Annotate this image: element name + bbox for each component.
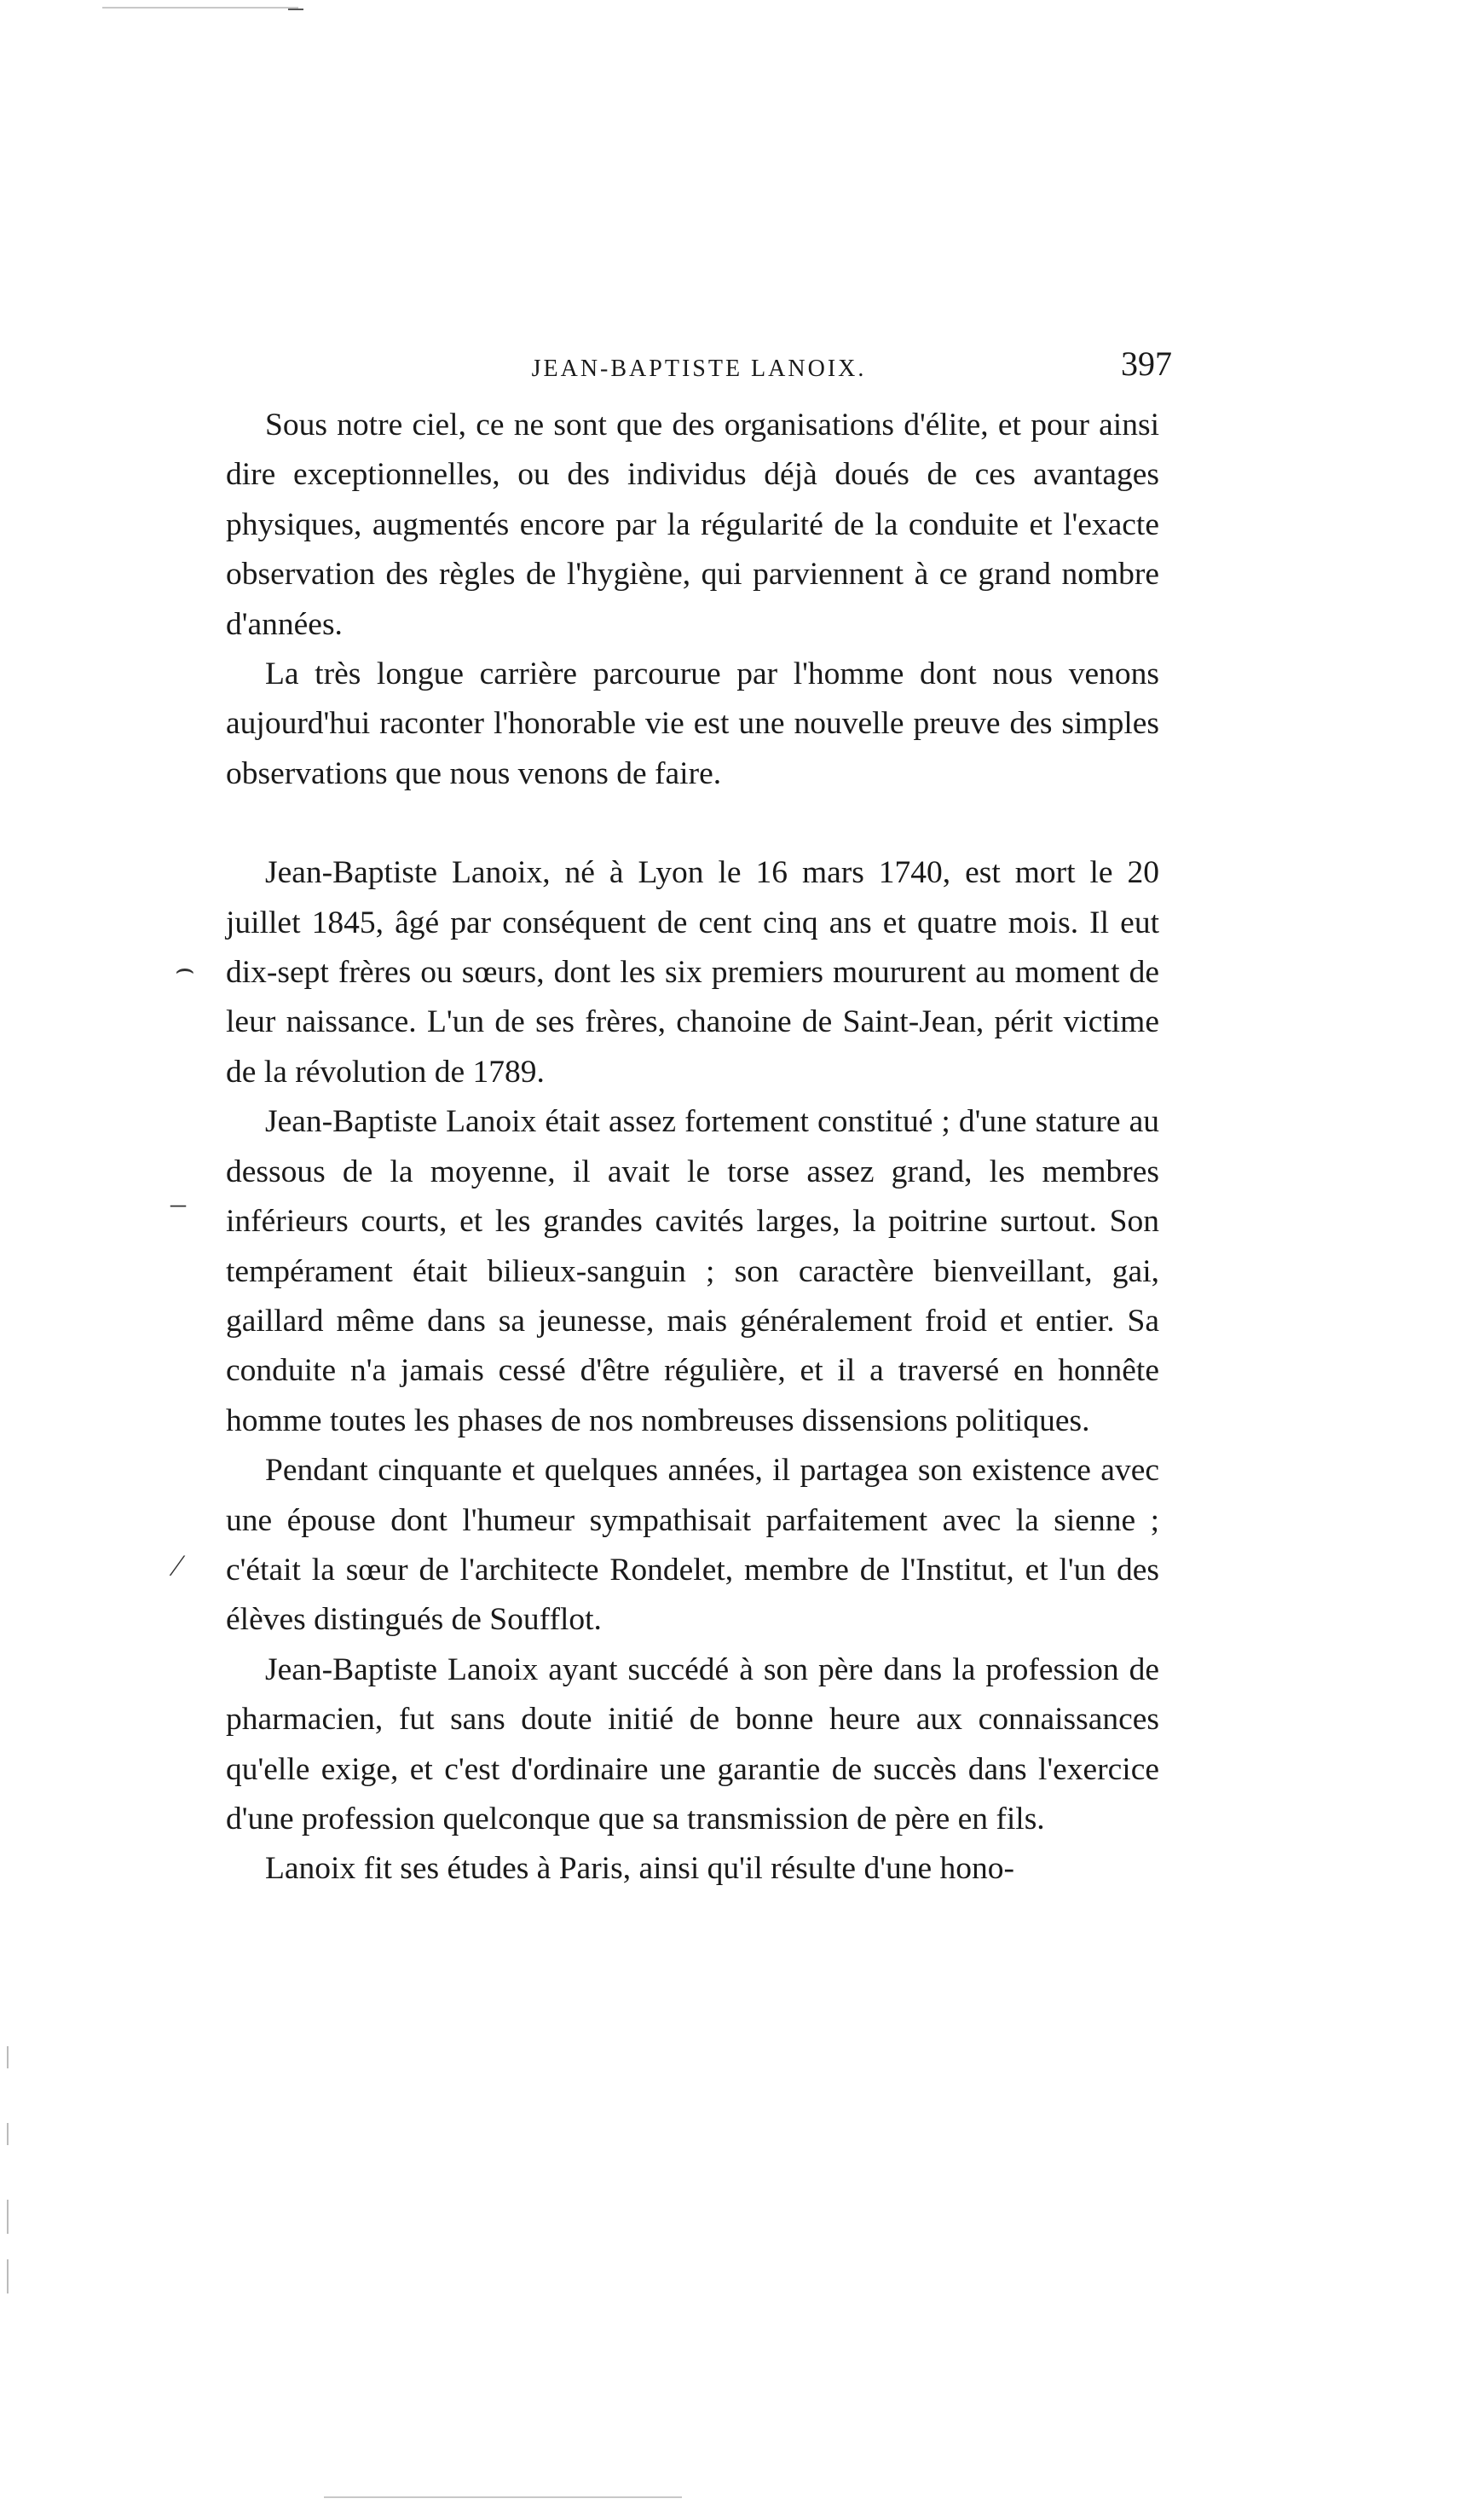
paragraph: Lanoix fit ses études à Paris, ainsi qu'il résulte d'une hono- bbox=[265, 1851, 1014, 1887]
running-head-title: JEAN-BAPTISTE LANOIX. bbox=[531, 356, 867, 382]
paragraph: Jean-Baptiste Lanoix était assez fortement constitué ; d'une stature au dessous de la moyenne, il avait le torse assez grand, les membres inférieurs courts, et les grandes cavités larges, la poitrine surtout. Son tempérament était bilieux-sanguin ; son caractère bienveillant, gai, gaillard même dans sa jeunesse, mais généralement froid et entier. Sa conduite n'a jamais cessé d'être régulière, et il a traversé en honnête homme toutes les phases de nos nombreuses dissensions politiques. bbox=[226, 1104, 1159, 1438]
scan-artifact-left-3 bbox=[7, 2200, 9, 2234]
page-number: 397 bbox=[1121, 344, 1172, 383]
paragraph: Pendant cinquante et quelques années, il partagea son existence avec une épouse dont l'humeur sympathisait parfaitement avec la sienne ; c'était la sœur de l'architecte Rondelet, membre de l'Institut, et l'un des élèves distingués de Soufflot. bbox=[226, 1453, 1159, 1638]
paragraph: Jean-Baptiste Lanoix ayant succédé à son père dans la profession de pharmacien, fut sans doute initié de bonne heure aux connaissances qu'elle exige, et c'est d'ordinaire une garantie de succès dans l'exercice d'une profession quelconque que sa transmission de père en fils. bbox=[226, 1651, 1159, 1836]
margin-mark: ⁄ bbox=[175, 1548, 181, 1582]
paragraph: La très longue carrière parcourue par l'homme dont nous venons aujourd'hui raconter l'honorable vie est une nouvelle preuve des simples observations que nous venons de faire. bbox=[226, 656, 1159, 791]
margin-mark: ⌢ bbox=[175, 951, 195, 986]
paragraph: Sous notre ciel, ce ne sont que des organisations d'élite, et pour ainsi dire exceptionnelles, ou des individus déjà doués de ces avantages physiques, augmentés encore par la régularité de la conduite et l'exacte observation des règles de l'hygiène, qui parviennent à ce grand nombre d'années. bbox=[226, 408, 1159, 642]
scan-artifact-top bbox=[102, 7, 298, 9]
scan-artifact-top-dash bbox=[288, 9, 303, 10]
scan-artifact-left-1 bbox=[7, 2046, 9, 2068]
scan-artifact-bottom bbox=[324, 2496, 682, 2498]
scan-artifact-left-2 bbox=[7, 2123, 9, 2145]
paragraph: Jean-Baptiste Lanoix, né à Lyon le 16 mars 1740, est mort le 20 juillet 1845, âgé par conséquent de cent cinq ans et quatre mois. Il eut dix-sept frères ou sœurs, dont les six premiers moururent au moment de leur naissance. L'un de ses frères, chanoine de Saint-Jean, périt victime de la révolution de 1789. bbox=[226, 855, 1159, 1090]
body-text bbox=[226, 401, 1159, 1894]
margin-mark: – bbox=[170, 1186, 186, 1220]
running-head bbox=[226, 344, 1172, 386]
scan-artifact-left-4 bbox=[7, 2259, 9, 2293]
